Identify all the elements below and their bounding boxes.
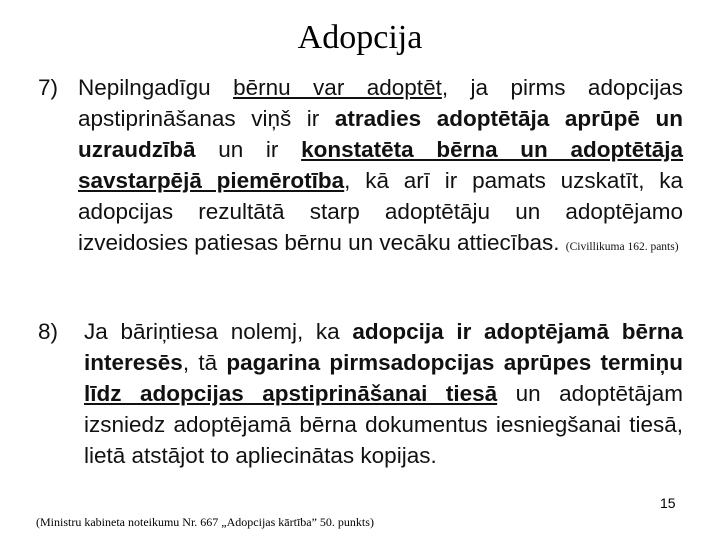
list-item-number: 8) [38,319,59,344]
list-item-7 [38,72,683,263]
law-reference: (Civillikuma 162. pants) [565,241,679,253]
bold-underlined-text: konstatēta bērna un adoptētāja savstarpējā piemērotība [78,137,683,193]
list-item-text [78,72,683,263]
list-item-text [84,316,683,471]
slide-title: Adopcija [297,19,423,56]
text-segment: Nepilngadīgu [78,75,234,100]
footnote: (Ministru kabineta noteikumu Nr. 667 „Adopcijas kārtība” 50. punkts) [36,515,374,529]
list-item-number: 7) [38,75,59,100]
bold-text: atradies adoptētāja aprūpē un uzraudzībā [78,106,683,162]
text-segment: Ja bāriņtiesa nolemj, ka [84,319,353,344]
bold-underlined-text: līdz adopcijas apstiprināšanai tiesā [84,381,498,406]
text-segment: un adoptētājam izsniedz adoptējamā bērna dokumentus iesniegšanai tiesā, lietā atstājot to apliecinātas kopijas. [84,381,683,468]
page-number: 15 [660,495,676,511]
underlined-text: bērnu var adoptēt [233,75,442,100]
text-segment: , kā arī ir pamats uzskatīt, ka adopcijas rezultātā starp adoptētāju un adoptējamo izveidosies patiesas bērnu un vecāku attiecības. [78,168,683,255]
text-segment: , ja pirms adopcijas apstiprināšanas viņš ir [78,75,683,131]
list-item-8 [38,316,683,471]
text-segment: , tā [182,350,227,375]
text-segment: un ir [195,137,302,162]
bold-text: pagarina pirmsadopcijas aprūpes termiņu [226,350,683,375]
bold-text: adopcija ir adoptējamā bērna interesēs [84,319,684,375]
